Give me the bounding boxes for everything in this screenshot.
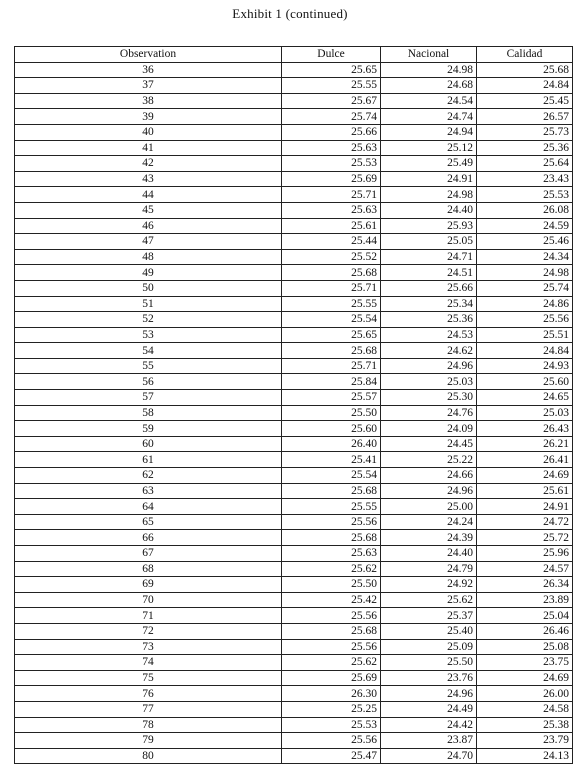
table-row — [15, 374, 573, 390]
cell-nacional: 23.76 — [381, 670, 477, 686]
cell-observation: 48 — [15, 249, 282, 265]
table-row — [15, 187, 573, 203]
table-row — [15, 655, 573, 671]
column-header-observation: Observation — [15, 47, 282, 63]
table-row — [15, 670, 573, 686]
cell-dulce: 25.69 — [282, 171, 381, 187]
cell-dulce: 25.71 — [282, 187, 381, 203]
cell-dulce: 25.63 — [282, 140, 381, 156]
cell-observation: 37 — [15, 78, 282, 94]
cell-dulce: 25.56 — [282, 733, 381, 749]
cell-observation: 74 — [15, 655, 282, 671]
cell-dulce: 25.68 — [282, 343, 381, 359]
cell-dulce: 25.53 — [282, 156, 381, 172]
cell-nacional: 24.92 — [381, 577, 477, 593]
table-row — [15, 156, 573, 172]
cell-dulce: 25.41 — [282, 452, 381, 468]
cell-nacional: 25.03 — [381, 374, 477, 390]
cell-observation: 69 — [15, 577, 282, 593]
table-row — [15, 514, 573, 530]
cell-calidad: 25.36 — [477, 140, 573, 156]
cell-nacional: 24.98 — [381, 187, 477, 203]
cell-calidad: 25.03 — [477, 405, 573, 421]
table-row — [15, 592, 573, 608]
cell-nacional: 24.68 — [381, 78, 477, 94]
cell-nacional: 25.34 — [381, 296, 477, 312]
cell-observation: 66 — [15, 530, 282, 546]
cell-calidad: 23.75 — [477, 655, 573, 671]
cell-calidad: 26.00 — [477, 686, 573, 702]
table-row — [15, 171, 573, 187]
cell-dulce: 25.65 — [282, 327, 381, 343]
cell-nacional: 25.66 — [381, 280, 477, 296]
cell-calidad: 25.08 — [477, 639, 573, 655]
cell-dulce: 25.54 — [282, 312, 381, 328]
data-table — [14, 46, 573, 764]
cell-nacional: 23.87 — [381, 733, 477, 749]
table-row — [15, 327, 573, 343]
cell-nacional: 24.96 — [381, 483, 477, 499]
cell-observation: 38 — [15, 93, 282, 109]
cell-dulce: 25.52 — [282, 249, 381, 265]
cell-nacional: 24.40 — [381, 546, 477, 562]
cell-dulce: 25.55 — [282, 296, 381, 312]
table-row — [15, 639, 573, 655]
cell-dulce: 25.63 — [282, 546, 381, 562]
cell-calidad: 24.34 — [477, 249, 573, 265]
cell-dulce: 25.68 — [282, 265, 381, 281]
cell-calidad: 25.45 — [477, 93, 573, 109]
cell-dulce: 25.60 — [282, 421, 381, 437]
cell-calidad: 25.38 — [477, 717, 573, 733]
cell-calidad: 26.43 — [477, 421, 573, 437]
cell-nacional: 25.36 — [381, 312, 477, 328]
table-row — [15, 265, 573, 281]
table-row — [15, 296, 573, 312]
cell-nacional: 24.39 — [381, 530, 477, 546]
cell-calidad: 23.89 — [477, 592, 573, 608]
cell-observation: 36 — [15, 62, 282, 78]
cell-dulce: 25.56 — [282, 639, 381, 655]
column-header-calidad: Calidad — [477, 47, 573, 63]
cell-observation: 45 — [15, 202, 282, 218]
cell-calidad: 25.04 — [477, 608, 573, 624]
cell-observation: 61 — [15, 452, 282, 468]
cell-calidad: 25.46 — [477, 234, 573, 250]
cell-observation: 76 — [15, 686, 282, 702]
cell-observation: 50 — [15, 280, 282, 296]
cell-calidad: 26.08 — [477, 202, 573, 218]
cell-observation: 53 — [15, 327, 282, 343]
cell-calidad: 25.96 — [477, 546, 573, 562]
table-header-row — [15, 47, 573, 63]
cell-nacional: 24.49 — [381, 701, 477, 717]
cell-observation: 57 — [15, 390, 282, 406]
cell-calidad: 25.53 — [477, 187, 573, 203]
cell-nacional: 24.74 — [381, 109, 477, 125]
table-row — [15, 218, 573, 234]
cell-observation: 54 — [15, 343, 282, 359]
cell-calidad: 24.57 — [477, 561, 573, 577]
cell-observation: 65 — [15, 514, 282, 530]
cell-nacional: 25.50 — [381, 655, 477, 671]
cell-observation: 70 — [15, 592, 282, 608]
cell-nacional: 25.05 — [381, 234, 477, 250]
cell-nacional: 25.00 — [381, 499, 477, 515]
cell-dulce: 25.62 — [282, 561, 381, 577]
table-row — [15, 343, 573, 359]
cell-nacional: 24.51 — [381, 265, 477, 281]
table-row — [15, 405, 573, 421]
cell-calidad: 24.69 — [477, 468, 573, 484]
table-row — [15, 124, 573, 140]
table-row — [15, 62, 573, 78]
cell-calidad: 25.73 — [477, 124, 573, 140]
cell-observation: 62 — [15, 468, 282, 484]
table-row — [15, 701, 573, 717]
cell-dulce: 25.71 — [282, 280, 381, 296]
cell-calidad: 24.84 — [477, 78, 573, 94]
cell-calidad: 24.59 — [477, 218, 573, 234]
cell-calidad: 24.65 — [477, 390, 573, 406]
cell-observation: 58 — [15, 405, 282, 421]
cell-nacional: 24.71 — [381, 249, 477, 265]
cell-observation: 75 — [15, 670, 282, 686]
cell-dulce: 25.67 — [282, 93, 381, 109]
cell-observation: 43 — [15, 171, 282, 187]
cell-observation: 77 — [15, 701, 282, 717]
cell-calidad: 24.93 — [477, 358, 573, 374]
cell-dulce: 25.56 — [282, 608, 381, 624]
cell-dulce: 25.54 — [282, 468, 381, 484]
table-row — [15, 483, 573, 499]
table-row — [15, 390, 573, 406]
cell-calidad: 25.60 — [477, 374, 573, 390]
cell-nacional: 25.22 — [381, 452, 477, 468]
table-row — [15, 748, 573, 764]
table-row — [15, 717, 573, 733]
cell-observation: 42 — [15, 156, 282, 172]
cell-dulce: 25.50 — [282, 577, 381, 593]
cell-dulce: 25.84 — [282, 374, 381, 390]
table-row — [15, 78, 573, 94]
cell-calidad: 25.68 — [477, 62, 573, 78]
table-row — [15, 686, 573, 702]
cell-nacional: 25.37 — [381, 608, 477, 624]
table-row — [15, 468, 573, 484]
cell-nacional: 25.09 — [381, 639, 477, 655]
cell-calidad: 26.57 — [477, 109, 573, 125]
cell-calidad: 25.64 — [477, 156, 573, 172]
cell-calidad: 25.51 — [477, 327, 573, 343]
cell-dulce: 25.56 — [282, 514, 381, 530]
cell-calidad: 24.69 — [477, 670, 573, 686]
cell-observation: 64 — [15, 499, 282, 515]
cell-calidad: 24.58 — [477, 701, 573, 717]
table-row — [15, 623, 573, 639]
cell-nacional: 25.12 — [381, 140, 477, 156]
cell-nacional: 25.40 — [381, 623, 477, 639]
cell-dulce: 26.40 — [282, 436, 381, 452]
cell-dulce: 25.57 — [282, 390, 381, 406]
cell-observation: 55 — [15, 358, 282, 374]
cell-nacional: 24.45 — [381, 436, 477, 452]
table-row — [15, 312, 573, 328]
cell-observation: 44 — [15, 187, 282, 203]
cell-nacional: 24.96 — [381, 358, 477, 374]
table-row — [15, 733, 573, 749]
cell-dulce: 25.74 — [282, 109, 381, 125]
cell-observation: 78 — [15, 717, 282, 733]
cell-observation: 72 — [15, 623, 282, 639]
cell-nacional: 25.49 — [381, 156, 477, 172]
cell-observation: 49 — [15, 265, 282, 281]
table-row — [15, 109, 573, 125]
cell-dulce: 25.61 — [282, 218, 381, 234]
cell-nacional: 24.40 — [381, 202, 477, 218]
cell-observation: 46 — [15, 218, 282, 234]
cell-nacional: 24.62 — [381, 343, 477, 359]
table-row — [15, 452, 573, 468]
cell-dulce: 25.68 — [282, 530, 381, 546]
cell-calidad: 24.13 — [477, 748, 573, 764]
table-row — [15, 140, 573, 156]
table-row — [15, 93, 573, 109]
cell-calidad: 24.91 — [477, 499, 573, 515]
column-header-nacional: Nacional — [381, 47, 477, 63]
cell-nacional: 24.66 — [381, 468, 477, 484]
table-row — [15, 561, 573, 577]
cell-dulce: 25.68 — [282, 623, 381, 639]
cell-dulce: 25.55 — [282, 78, 381, 94]
cell-dulce: 25.68 — [282, 483, 381, 499]
cell-dulce: 25.62 — [282, 655, 381, 671]
table-row — [15, 608, 573, 624]
cell-observation: 41 — [15, 140, 282, 156]
cell-observation: 73 — [15, 639, 282, 655]
cell-calidad: 24.72 — [477, 514, 573, 530]
cell-nacional: 24.76 — [381, 405, 477, 421]
cell-dulce: 26.30 — [282, 686, 381, 702]
cell-observation: 40 — [15, 124, 282, 140]
table-row — [15, 202, 573, 218]
cell-dulce: 25.69 — [282, 670, 381, 686]
cell-observation: 51 — [15, 296, 282, 312]
cell-nacional: 24.96 — [381, 686, 477, 702]
cell-calidad: 25.61 — [477, 483, 573, 499]
cell-observation: 68 — [15, 561, 282, 577]
cell-nacional: 24.09 — [381, 421, 477, 437]
cell-dulce: 25.50 — [282, 405, 381, 421]
cell-nacional: 25.30 — [381, 390, 477, 406]
cell-nacional: 24.70 — [381, 748, 477, 764]
cell-dulce: 25.44 — [282, 234, 381, 250]
table-row — [15, 530, 573, 546]
cell-observation: 59 — [15, 421, 282, 437]
cell-observation: 47 — [15, 234, 282, 250]
cell-dulce: 25.65 — [282, 62, 381, 78]
cell-dulce: 25.71 — [282, 358, 381, 374]
cell-observation: 39 — [15, 109, 282, 125]
cell-dulce: 25.42 — [282, 592, 381, 608]
table-row — [15, 499, 573, 515]
cell-calidad: 25.56 — [477, 312, 573, 328]
cell-calidad: 24.98 — [477, 265, 573, 281]
table-body — [15, 62, 573, 764]
table-row — [15, 249, 573, 265]
cell-observation: 52 — [15, 312, 282, 328]
table-row — [15, 421, 573, 437]
cell-nacional: 24.79 — [381, 561, 477, 577]
cell-observation: 60 — [15, 436, 282, 452]
cell-calidad: 26.46 — [477, 623, 573, 639]
column-header-dulce: Dulce — [282, 47, 381, 63]
table-row — [15, 234, 573, 250]
cell-dulce: 25.25 — [282, 701, 381, 717]
cell-calidad: 26.34 — [477, 577, 573, 593]
cell-nacional: 24.91 — [381, 171, 477, 187]
exhibit-title: Exhibit 1 (continued) — [232, 6, 348, 21]
cell-observation: 79 — [15, 733, 282, 749]
table-row — [15, 546, 573, 562]
cell-nacional: 24.53 — [381, 327, 477, 343]
cell-dulce: 25.55 — [282, 499, 381, 515]
cell-nacional: 24.42 — [381, 717, 477, 733]
cell-nacional: 24.54 — [381, 93, 477, 109]
cell-observation: 80 — [15, 748, 282, 764]
cell-calidad: 26.21 — [477, 436, 573, 452]
cell-calidad: 26.41 — [477, 452, 573, 468]
cell-nacional: 25.62 — [381, 592, 477, 608]
cell-dulce: 25.63 — [282, 202, 381, 218]
cell-dulce: 25.53 — [282, 717, 381, 733]
cell-calidad: 23.79 — [477, 733, 573, 749]
cell-nacional: 25.93 — [381, 218, 477, 234]
cell-calidad: 25.72 — [477, 530, 573, 546]
cell-calidad: 23.43 — [477, 171, 573, 187]
cell-calidad: 25.74 — [477, 280, 573, 296]
cell-observation: 71 — [15, 608, 282, 624]
table-row — [15, 358, 573, 374]
cell-observation: 67 — [15, 546, 282, 562]
table-row — [15, 577, 573, 593]
cell-dulce: 25.66 — [282, 124, 381, 140]
table-row — [15, 436, 573, 452]
cell-calidad: 24.84 — [477, 343, 573, 359]
cell-dulce: 25.47 — [282, 748, 381, 764]
table-row — [15, 280, 573, 296]
cell-calidad: 24.86 — [477, 296, 573, 312]
cell-nacional: 24.98 — [381, 62, 477, 78]
cell-observation: 63 — [15, 483, 282, 499]
cell-nacional: 24.24 — [381, 514, 477, 530]
cell-nacional: 24.94 — [381, 124, 477, 140]
cell-observation: 56 — [15, 374, 282, 390]
